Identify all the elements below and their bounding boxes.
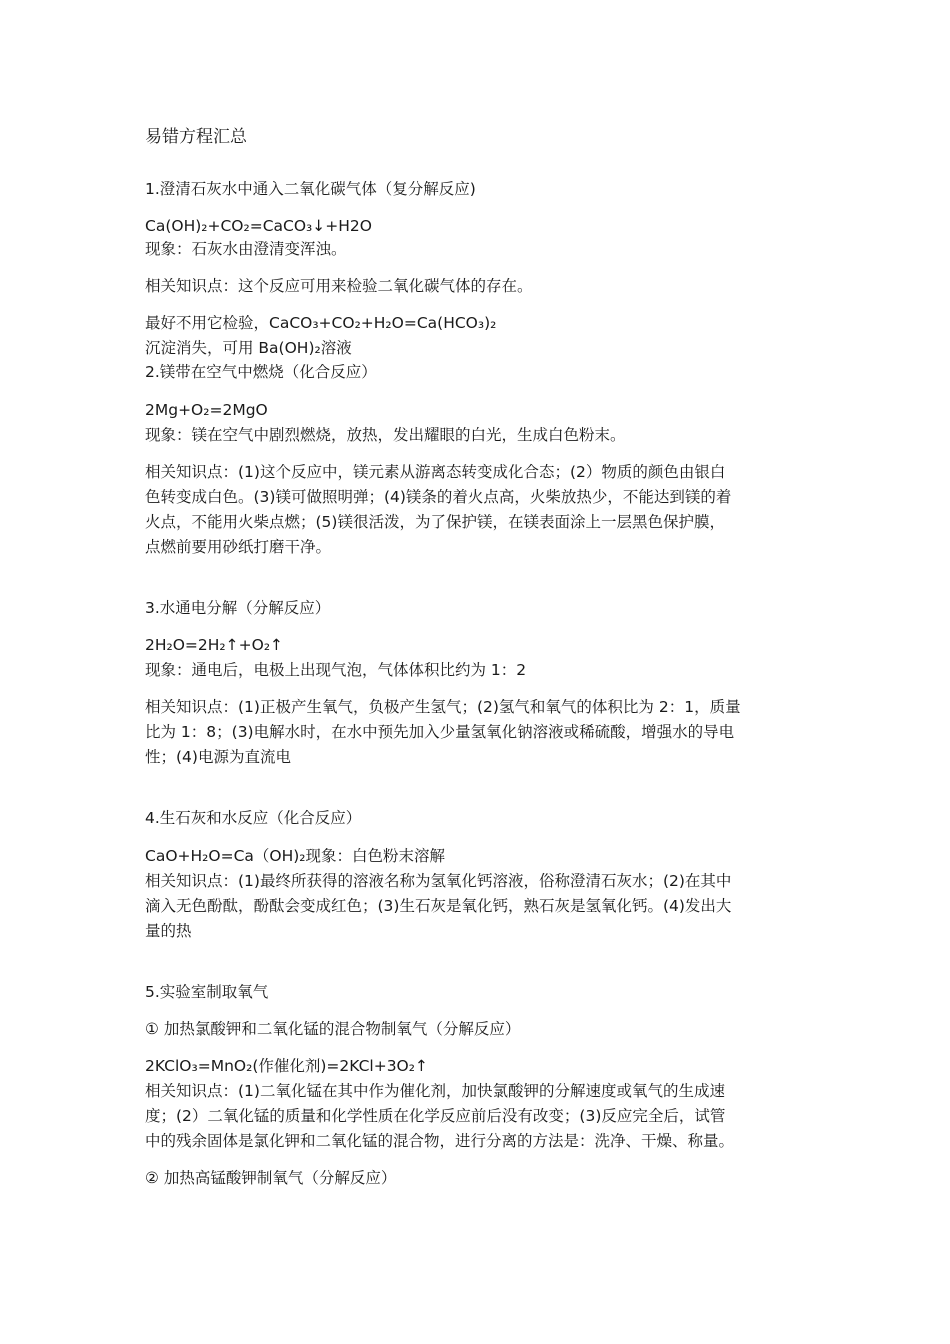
text-line: 比为 1：8；(3)电解水时，在水中预先加入少量氢氧化钠溶液或稀硫酸，增强水的导电 — [145, 723, 735, 741]
section-heading: 3.水通电分解（分解反应） — [145, 599, 331, 617]
section-heading: 1.澄清石灰水中通入二氧化碳气体（复分解反应) — [145, 180, 476, 198]
text-line: 度；(2）二氧化锰的质量和化学性质在化学反应前后没有改变；(3)反应完全后，试管 — [145, 1107, 726, 1125]
equation-line: 2Mg+O₂=2MgO — [145, 401, 268, 419]
section-heading: 4.生石灰和水反应（化合反应） — [145, 809, 362, 827]
text-line: 相关知识点：(1)正极产生氧气，负极产生氢气；(2)氢气和氧气的体积比为 2：1，质量 — [145, 698, 741, 716]
text-line: 现象：石灰水由澄清变浑浊。 — [145, 240, 347, 258]
equation-line: 2H₂O=2H₂↑+O₂↑ — [145, 636, 284, 654]
text-line: 最好不用它检验，CaCO₃+CO₂+H₂O=Ca(HCO₃)₂ — [145, 314, 497, 332]
text-line: 滴入无色酚酞，酚酞会变成红色；(3)生石灰是氧化钙，熟石灰是氢氧化钙。(4)发出大 — [145, 897, 732, 915]
equation-line: 2KClO₃=MnO₂(作催化剂)=2KCl+3O₂↑ — [145, 1057, 428, 1075]
sub-heading: ② 加热高锰酸钾制氧气（分解反应） — [145, 1169, 397, 1187]
text-line: 现象：镁在空气中剧烈燃烧，放热，发出耀眼的白光，生成白色粉末。 — [145, 426, 626, 444]
equation-line: Ca(OH)₂+CO₂=CaCO₃↓+H2O — [145, 217, 372, 235]
section-heading: 5.实验室制取氧气 — [145, 983, 269, 1001]
equation-line: CaO+H₂O=Ca（OH)₂现象：白色粉末溶解 — [145, 847, 446, 865]
text-line: 相关知识点：(1)最终所获得的溶液名称为氢氧化钙溶液，俗称澄清石灰水；(2)在其中 — [145, 872, 732, 890]
text-line: 点燃前要用砂纸打磨干净。 — [145, 538, 332, 556]
text-line: 现象：通电后，电极上出现气泡，气体体积比约为 1：2 — [145, 661, 527, 679]
sub-heading: ① 加热氯酸钾和二氧化锰的混合物制氧气（分解反应） — [145, 1020, 521, 1038]
text-line: 性；(4)电源为直流电 — [145, 748, 291, 766]
text-line: 沉淀消失，可用 Ba(OH)₂溶液 — [145, 339, 352, 357]
text-line: 相关知识点：(1)二氧化锰在其中作为催化剂，加快氯酸钾的分解速度或氧气的生成速 — [145, 1082, 725, 1100]
text-line: 相关知识点：(1)这个反应中，镁元素从游离态转变成化合态；(2）物质的颜色由银白 — [145, 463, 726, 481]
document-title: 易错方程汇总 — [145, 127, 247, 147]
text-line: 中的残余固体是氯化钾和二氧化锰的混合物，进行分离的方法是：洗净、干燥、称量。 — [145, 1132, 735, 1150]
text-line: 火点，不能用火柴点燃；(5)镁很活泼，为了保护镁，在镁表面涂上一层黑色保护膜， — [145, 513, 725, 531]
text-line: 相关知识点：这个反应可用来检验二氧化碳气体的存在。 — [145, 277, 533, 295]
section-heading: 2.镁带在空气中燃烧（化合反应） — [145, 363, 377, 381]
text-line: 量的热 — [145, 922, 192, 940]
text-line: 色转变成白色。(3)镁可做照明弹；(4)镁条的着火点高，火柴放热少，不能达到镁的着 — [145, 488, 732, 506]
